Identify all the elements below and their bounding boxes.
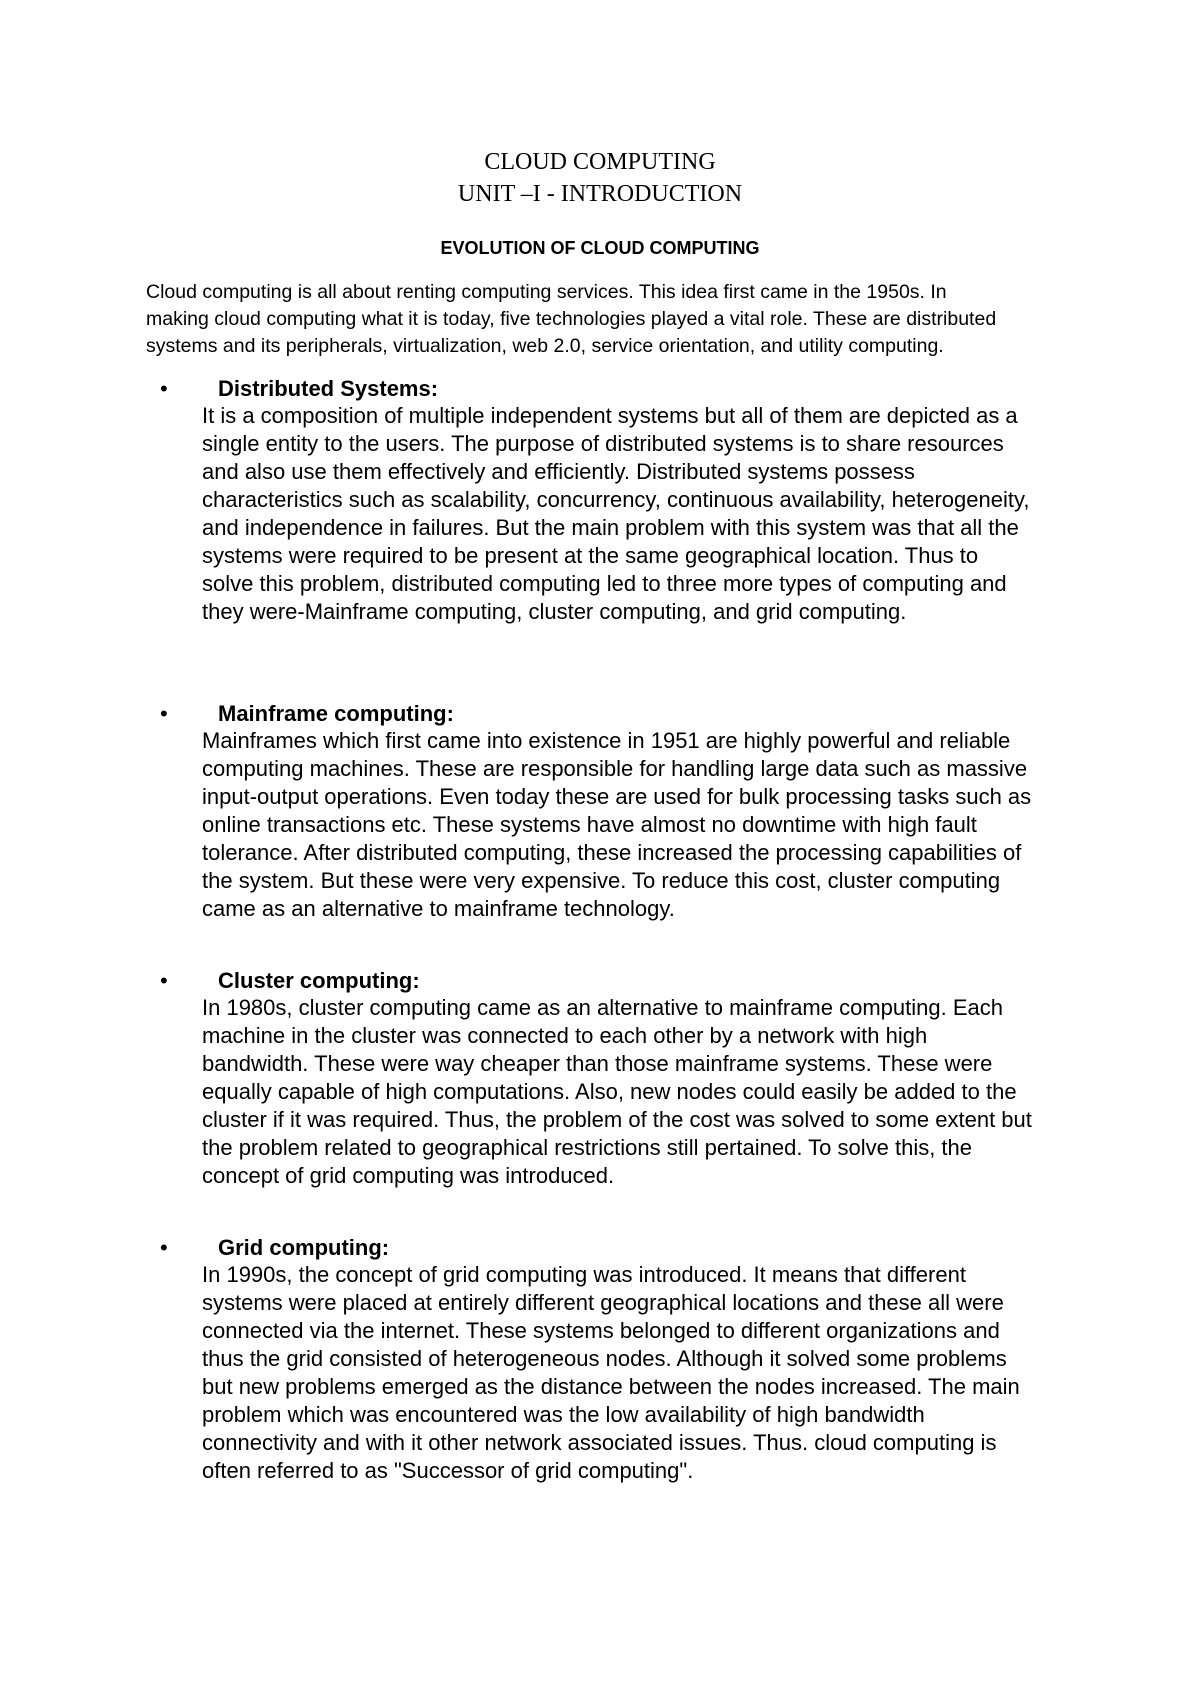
body-line: equally capable of high computations. Also, new nodes could easily be added to the <box>202 1079 1017 1104</box>
bullet-icon: • <box>160 701 168 726</box>
body-line: connected via the internet. These systems belonged to different organizations and <box>202 1318 1000 1343</box>
topic-body <box>202 402 1029 626</box>
body-line: It is a composition of multiple independent systems but all of them are depicted as a <box>202 403 1018 428</box>
body-line: single entity to the users. The purpose of distributed systems is to share resources <box>202 431 1004 456</box>
body-line: they were-Mainframe computing, cluster computing, and grid computing. <box>202 599 907 624</box>
intro-line: systems and its peripherals, virtualization, web 2.0, service orientation, and utility computing. <box>146 335 944 357</box>
body-line: systems were placed at entirely different geographical locations and these all were <box>202 1290 1004 1315</box>
bullet-icon: • <box>160 1235 168 1260</box>
document-title: CLOUD COMPUTING <box>484 149 716 175</box>
topic-title: Grid computing: <box>218 1235 390 1260</box>
section-heading: EVOLUTION OF CLOUD COMPUTING <box>440 238 760 258</box>
body-line: In 1980s, cluster computing came as an alternative to mainframe computing. Each <box>202 995 1003 1020</box>
body-line: online transactions etc. These systems have almost no downtime with high fault <box>202 812 977 837</box>
body-line: and also use them effectively and efficiently. Distributed systems possess <box>202 459 915 484</box>
body-line: characteristics such as scalability, concurrency, continuous availability, heterogeneity, <box>202 487 1030 512</box>
title-block <box>0 146 1200 210</box>
body-line: cluster if it was required. Thus, the problem of the cost was solved to some extent but <box>202 1107 1032 1132</box>
body-line: systems were required to be present at the same geographical location. Thus to <box>202 543 979 568</box>
intro-line: Cloud computing is all about renting computing services. This idea first came in the 1950s. In <box>146 281 947 303</box>
body-line: connectivity and with it other network associated issues. Thus. cloud computing is <box>202 1430 997 1455</box>
bullet-icon: • <box>160 968 168 993</box>
topic-body <box>202 994 1032 1190</box>
body-line: came as an alternative to mainframe technology. <box>202 896 675 921</box>
body-line: solve this problem, distributed computing led to three more types of computing and <box>202 571 1007 596</box>
topic-body <box>202 727 1031 923</box>
body-line: the system. But these were very expensive. To reduce this cost, cluster computing <box>202 868 1001 893</box>
body-line: input-output operations. Even today these are used for bulk processing tasks such as <box>202 784 1032 809</box>
body-line: bandwidth. These were way cheaper than those mainframe systems. These were <box>202 1051 993 1076</box>
body-line: often referred to as "Successor of grid computing". <box>202 1458 694 1483</box>
intro-line: making cloud computing what it is today, five technologies played a vital role. These are distributed <box>146 308 997 330</box>
body-line: problem which was encountered was the low availability of high bandwidth <box>202 1402 925 1427</box>
intro-paragraph <box>146 279 1126 360</box>
body-line: but new problems emerged as the distance between the nodes increased. The main <box>202 1374 1020 1399</box>
body-line: thus the grid consisted of heterogeneous nodes. Although it solved some problems <box>202 1346 1007 1371</box>
topic-body <box>202 1261 1020 1485</box>
body-line: tolerance. After distributed computing, these increased the processing capabilities of <box>202 840 1022 865</box>
topic-title: Distributed Systems: <box>218 376 439 401</box>
body-line: machine in the cluster was connected to each other by a network with high <box>202 1023 928 1048</box>
body-line: the problem related to geographical restrictions still pertained. To solve this, the <box>202 1135 973 1160</box>
body-line: and independence in failures. But the main problem with this system was that all the <box>202 515 1019 540</box>
unit-title: UNIT –I - INTRODUCTION <box>457 181 743 207</box>
body-line: In 1990s, the concept of grid computing was introduced. It means that different <box>202 1262 966 1287</box>
topic-title: Mainframe computing: <box>218 701 454 726</box>
topic-title: Cluster computing: <box>218 968 420 993</box>
body-line: Mainframes which first came into existence in 1951 are highly powerful and reliable <box>202 728 1011 753</box>
body-line: concept of grid computing was introduced. <box>202 1163 615 1188</box>
bullet-icon: • <box>160 376 168 401</box>
body-line: computing machines. These are responsible for handling large data such as massive <box>202 756 1028 781</box>
